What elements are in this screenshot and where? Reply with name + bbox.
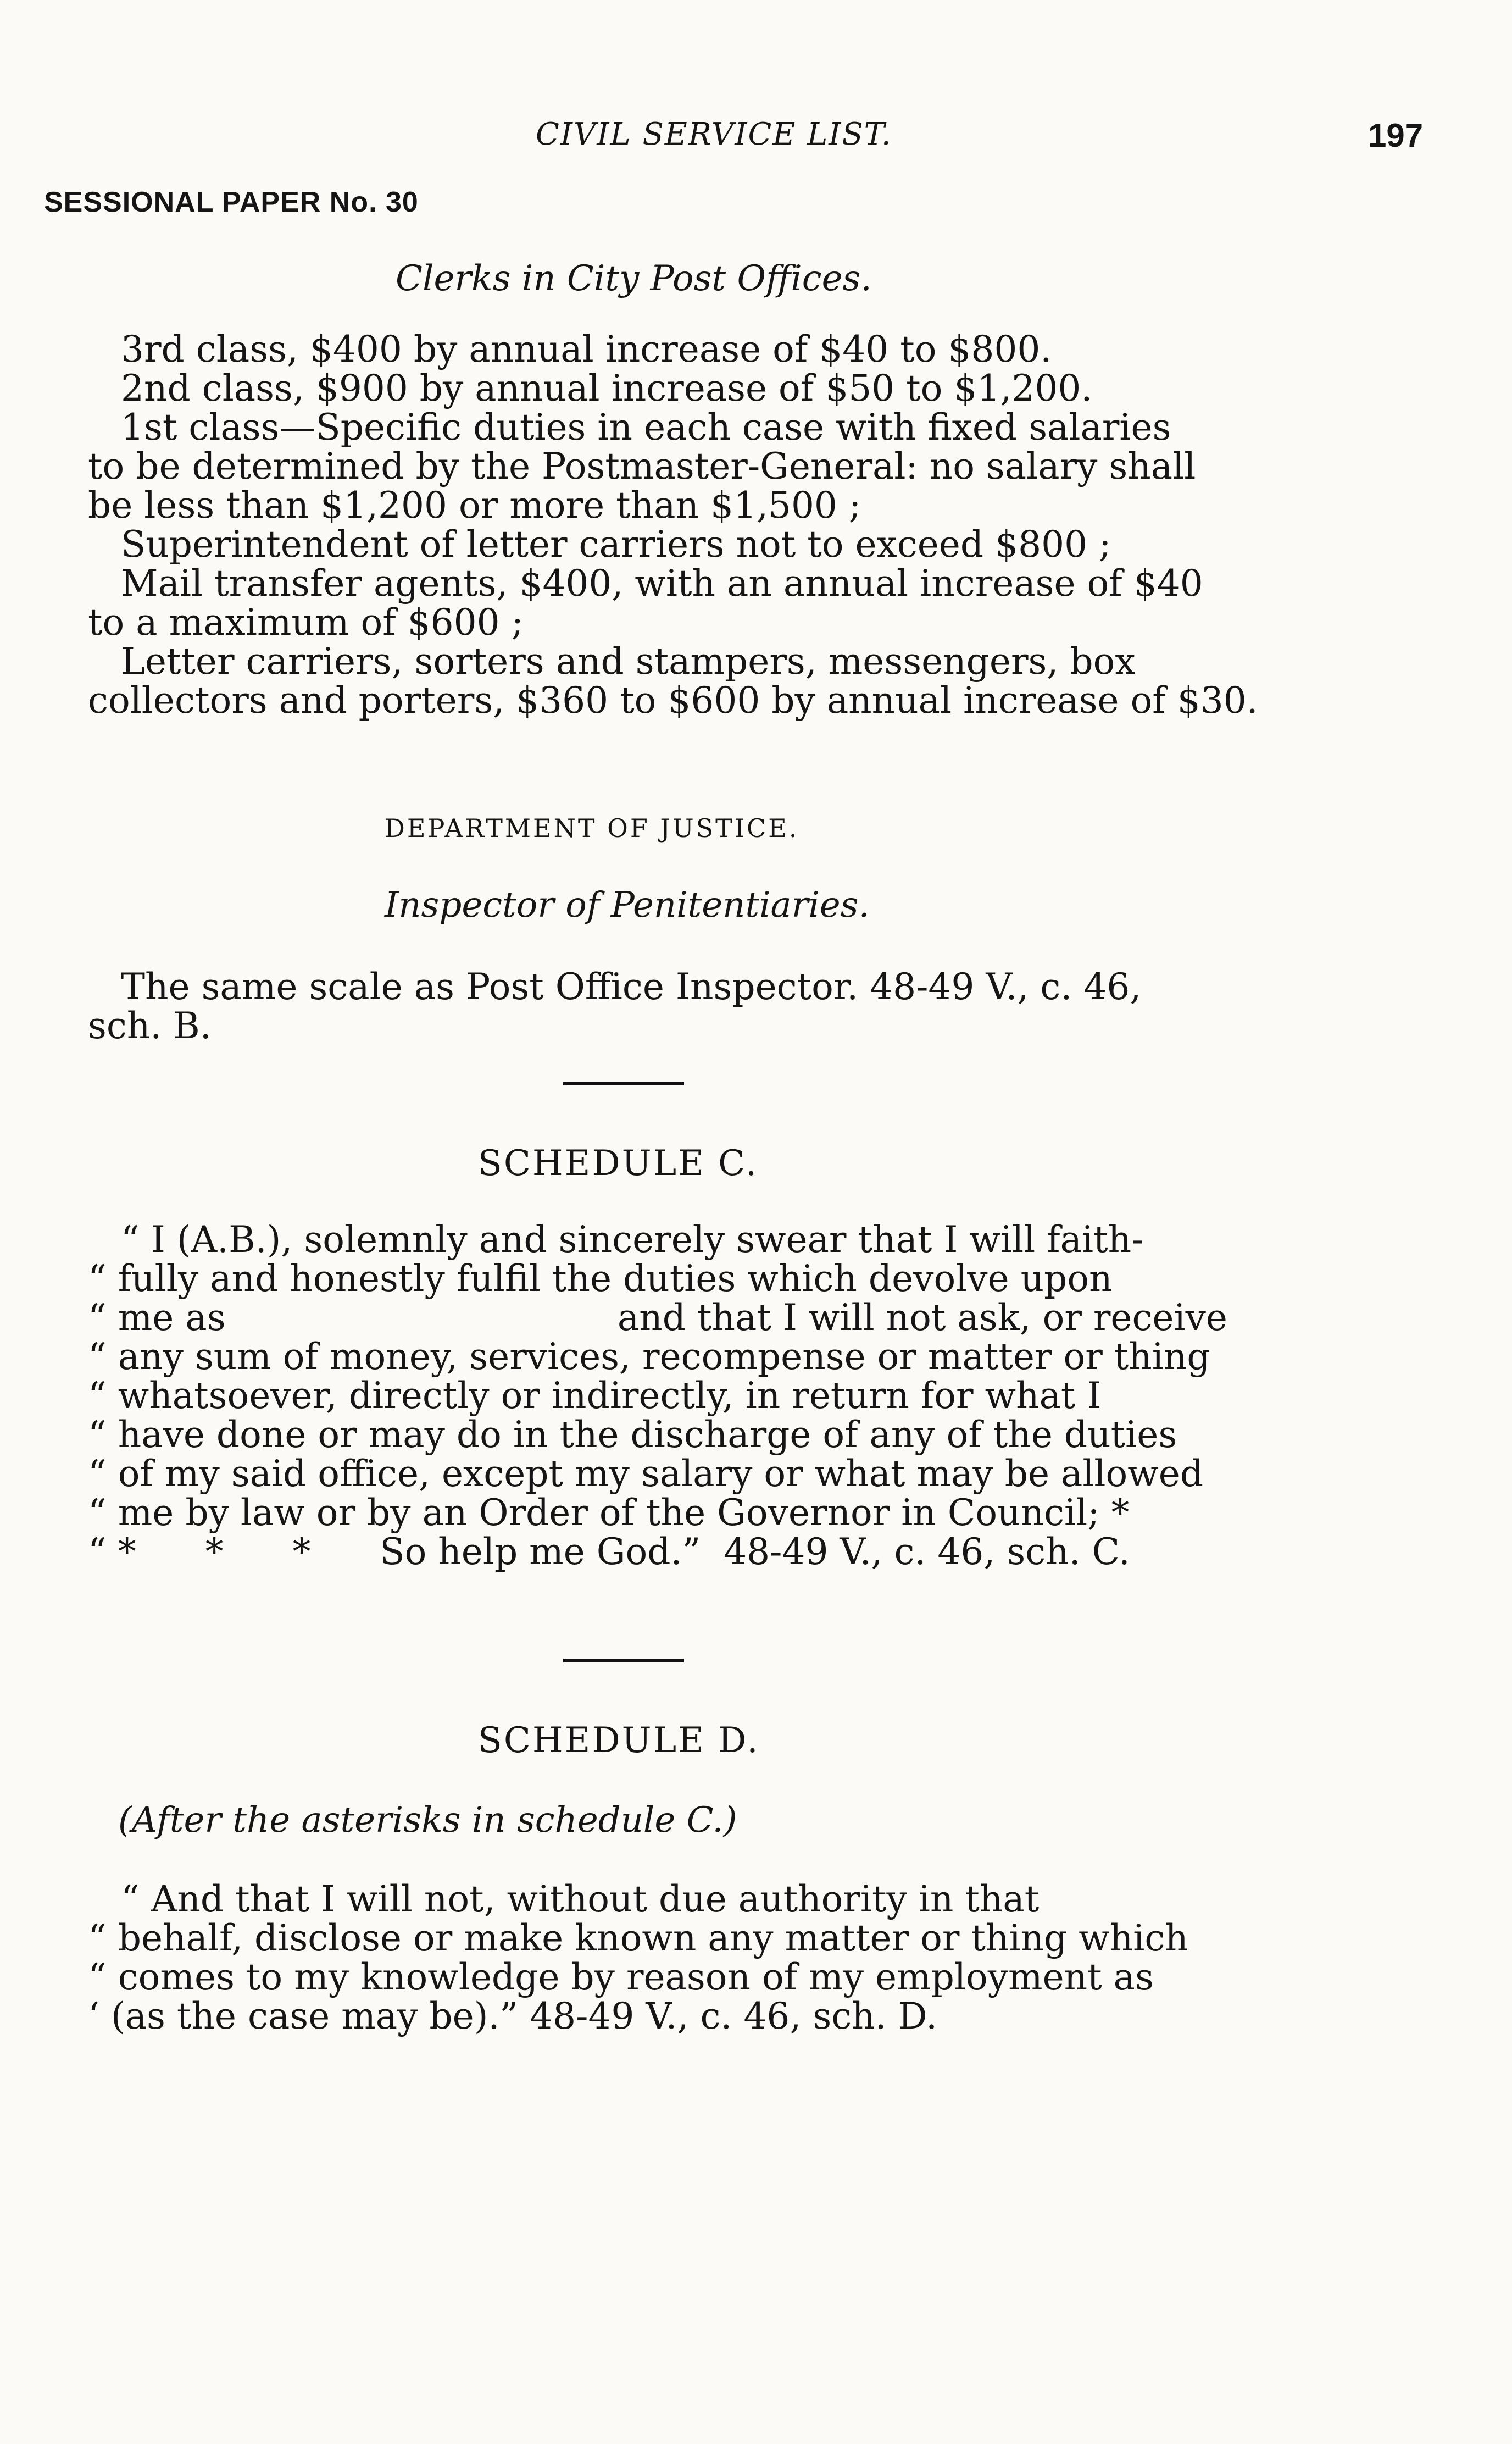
text-line: “ of my said office, except my salary or what may be allowed bbox=[88, 1453, 1204, 1495]
schedule-d-subheading: (After the asterisks in schedule C.) bbox=[118, 1800, 737, 1841]
text-line: ‘ (as the case may be).” 48-49 V., c. 46, sch. D. bbox=[88, 1995, 938, 2037]
text-line: “ behalf, disclose or make known any matter or thing which bbox=[88, 1917, 1188, 1959]
text-line: “ me as and that I will not ask, or receive bbox=[88, 1296, 1227, 1339]
text-line: 2nd class, $900 by annual increase of $50 to $1,200. bbox=[121, 367, 1093, 409]
clerks-paragraphs bbox=[88, 328, 1258, 722]
schedule-c-oath bbox=[88, 1218, 1227, 1573]
text-line: to a maximum of $600 ; bbox=[88, 601, 524, 644]
running-title: CIVIL SERVICE LIST. bbox=[536, 117, 892, 152]
inspector-paragraph bbox=[88, 967, 1187, 1045]
text-line: “ whatsoever, directly or indirectly, in return for what I bbox=[88, 1375, 1102, 1417]
sessional-paper-label: SESSIONAL PAPER No. 30 bbox=[44, 186, 419, 218]
text-line: to be determined by the Postmaster-General: no salary shall bbox=[88, 445, 1196, 487]
schedule-d-oath bbox=[88, 1880, 1187, 2036]
schedule-d-title: SCHEDULE D. bbox=[478, 1720, 760, 1761]
text-line: Letter carriers, sorters and stampers, messengers, box bbox=[121, 640, 1136, 683]
schedule-c-title: SCHEDULE C. bbox=[478, 1143, 759, 1184]
page-number: 197 bbox=[1368, 117, 1424, 154]
text-line: “ * * * So help me God.” 48-49 V., c. 46, sch. C. bbox=[88, 1531, 1130, 1573]
text-line: be less than $1,200 or more than $1,500 ; bbox=[88, 484, 861, 527]
text-line: “ And that I will not, without due authority in that bbox=[121, 1878, 1040, 1920]
text-line: “ any sum of money, services, recompense or matter or thing bbox=[88, 1335, 1210, 1378]
text-line: “ me by law or by an Order of the Governor in Council; * bbox=[88, 1492, 1130, 1534]
text-line: Superintendent of letter carriers not to exceed $800 ; bbox=[121, 523, 1111, 566]
section-divider bbox=[563, 1659, 684, 1662]
text-line: “ have done or may do in the discharge of any of the duties bbox=[88, 1414, 1177, 1456]
text-line: “ comes to my knowledge by reason of my employment as bbox=[88, 1956, 1154, 1998]
department-heading: DEPARTMENT OF JUSTICE. bbox=[385, 813, 799, 843]
section-heading-inspector: Inspector of Penitentiaries. bbox=[385, 885, 870, 925]
text-line: Mail transfer agents, $400, with an annual increase of $40 bbox=[121, 562, 1203, 605]
text-line: sch. B. bbox=[88, 1005, 212, 1047]
text-line: “ I (A.B.), solemnly and sincerely swear that I will faith- bbox=[121, 1218, 1144, 1261]
text-line: collectors and porters, $360 to $600 by annual increase of $30. bbox=[88, 679, 1258, 722]
text-line: “ fully and honestly fulfil the duties which devolve upon bbox=[88, 1257, 1113, 1300]
section-divider bbox=[563, 1082, 684, 1085]
text-line: 1st class—Specific duties in each case with fixed salaries bbox=[121, 406, 1171, 448]
section-heading-clerks: Clerks in City Post Offices. bbox=[396, 258, 872, 299]
text-line: The same scale as Post Office Inspector. 48-49 V., c. 46, bbox=[121, 966, 1142, 1008]
text-line: 3rd class, $400 by annual increase of $40 to $800. bbox=[121, 328, 1052, 370]
